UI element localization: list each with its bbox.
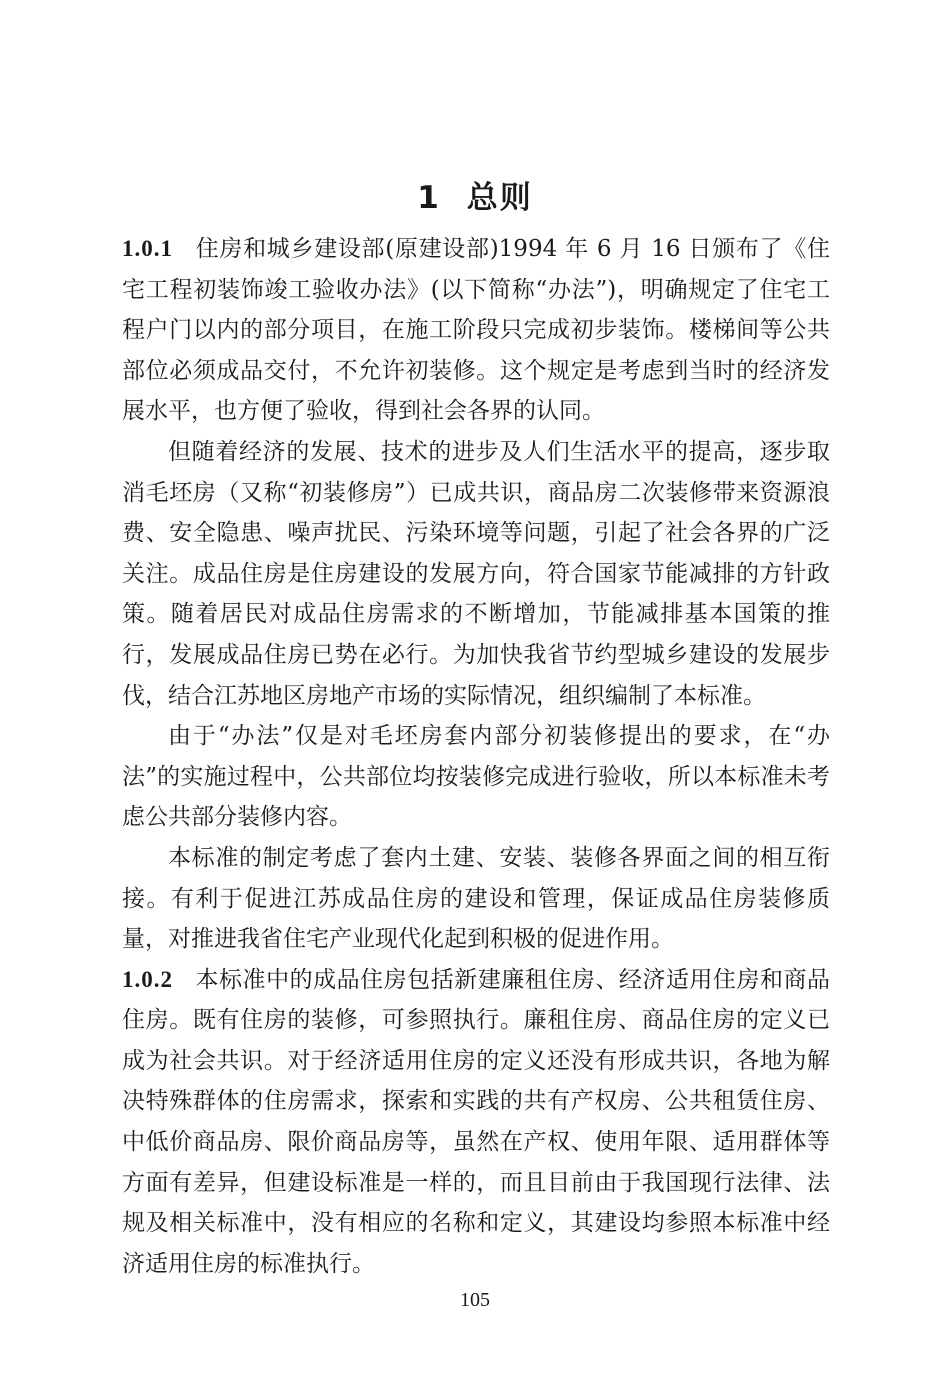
chapter-title-text: 总则 bbox=[466, 179, 533, 216]
clause-number: 1.0.1 bbox=[122, 236, 173, 261]
paragraph-text: 住房和城乡建设部(原建设部)1994 年 6 月 16 日颁布了《住宅工程初装饰竣工验收办法》(以下简称“办法”)，明确规定了住宅工程户门以内的部分项目，在施工阶段只完成初步装饰。楼梯间等公共部位必须成品交付，不允许初装修。这个规定是考虑到当时的经济发展水平，也方便了验收，得到社会各界的认同。 bbox=[122, 236, 830, 425]
page-number: 105 bbox=[460, 1289, 490, 1311]
paragraph-text: 本标准中的成品住房包括新建廉租住房、经济适用住房和商品住房。既有住房的装修，可参照执行。廉租住房、商品住房的定义已成为社会共识。对于经济适用住房的定义还没有形成共识，各地为解决特殊群体的住房需求，探索和实践的共有产权房、公共租赁住房、中低价商品房、限价商品房等，虽然在产权、使用年限、适用群体等方面有差异，但建设标准是一样的，而且目前由于我国现行法律、法规及相关标准中，没有相应的名称和定义，其建设均参照本标准中经济适用住房的标准执行。 bbox=[122, 966, 830, 1277]
clause-1-0-2-paragraph-1 bbox=[122, 960, 830, 1285]
clause-number: 1.0.2 bbox=[122, 966, 173, 992]
clause-1-0-1-paragraph-1 bbox=[122, 229, 830, 432]
clause-1-0-1-paragraph-2: 但随着经济的发展、技术的进步及人们生活水平的提高，逐步取消毛坯房（又称“初装修房”）已成共识，商品房二次装修带来资源浪费、安全隐患、噪声扰民、污染环境等问题，引起了社会各界的广泛关注。成品住房是住房建设的发展方向，符合国家节能减排的方针政策。随着居民对成品住房需求的不断增加，节能减排基本国策的推行，发展成品住房已势在必行。为加快我省节约型城乡建设的发展步伐，结合江苏地区房地产市场的实际情况，组织编制了本标准。 bbox=[122, 438, 830, 709]
clause-1-0-1-paragraph-4: 本标准的制定考虑了套内土建、安装、装修各界面之间的相互衔接。有利于促进江苏成品住房的建设和管理，保证成品住房装修质量，对推进我省住宅产业现代化起到积极的促进作用。 bbox=[122, 844, 830, 953]
clause-1-0-1-paragraph-3: 由于“办法”仅是对毛坯房套内部分初装修提出的要求，在“办法”的实施过程中，公共部位均按装修完成进行验收，所以本标准未考虑公共部分装修内容。 bbox=[122, 723, 830, 831]
body-text bbox=[122, 229, 830, 1284]
chapter-number: 1 bbox=[417, 179, 441, 216]
chapter-title bbox=[0, 173, 950, 223]
